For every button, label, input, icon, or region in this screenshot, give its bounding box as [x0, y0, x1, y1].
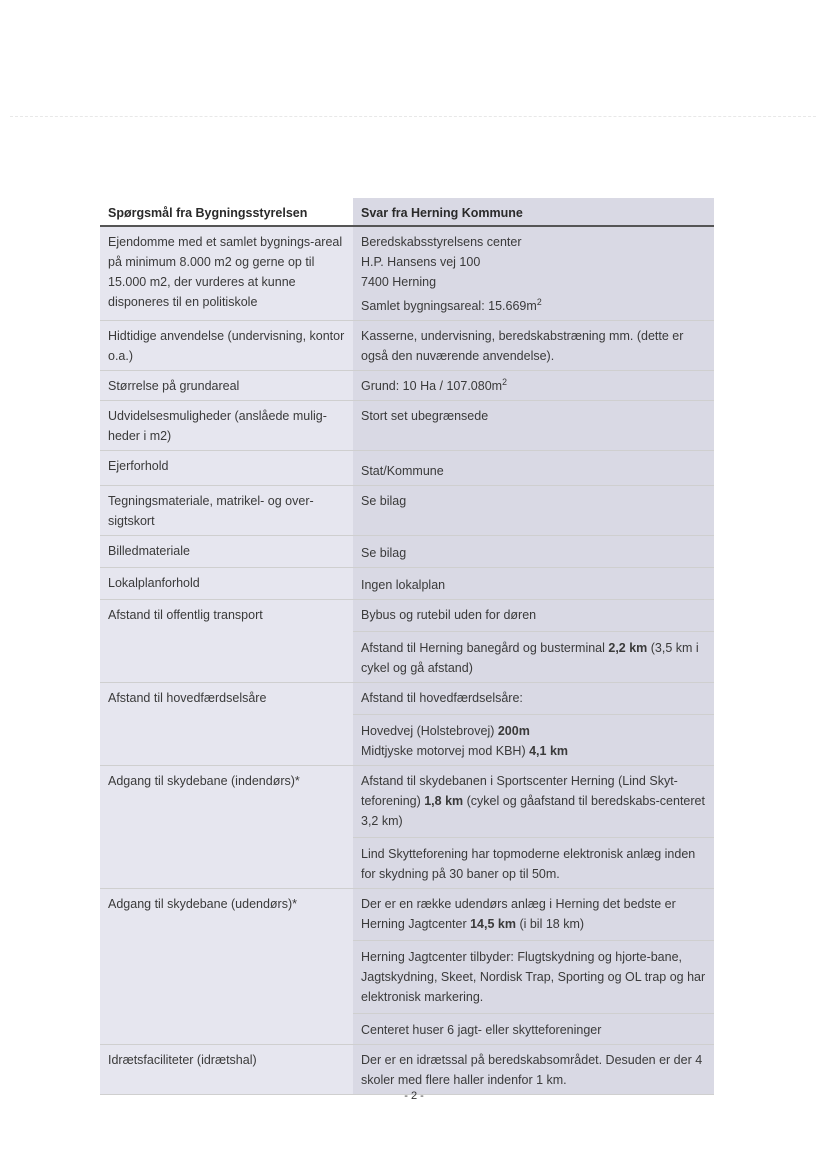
answer-paragraph: [353, 631, 714, 678]
answer-text: Afstand til Herning banegård og busterminal: [361, 641, 609, 655]
answer-paragraph: Afstand til hovedfærdselsåre:: [361, 691, 523, 705]
question-cell: Billedmateriale: [100, 536, 353, 568]
question-cell: Ejerforhold: [100, 451, 353, 486]
answer-cell: Ingen lokalplan: [353, 568, 714, 600]
top-divider: [10, 116, 816, 118]
answer-paragraph: [361, 771, 708, 837]
distance-value: 1,8 km: [424, 794, 464, 808]
question-cell: Adgang til skydebane (indendørs)*: [100, 766, 353, 889]
plot-area-text: Grund: 10 Ha / 107.080m: [361, 379, 503, 393]
question-cell: Lokalplanforhold: [100, 568, 353, 600]
answer-line: 7400 Herning: [361, 275, 437, 289]
answer-cell: [353, 371, 714, 401]
table-row: [100, 371, 714, 401]
question-cell: Adgang til skydebane (udendørs)*: [100, 889, 353, 1045]
distance-value: 4,1 km: [529, 744, 569, 758]
answer-text: Midtjyske motorvej mod KBH): [361, 744, 530, 758]
answer-cell: Se bilag: [353, 486, 714, 536]
distance-value: 14,5 km: [470, 917, 516, 931]
table-header-row: [100, 198, 714, 226]
building-area-text: Samlet bygningsareal: 15.669m: [361, 299, 537, 313]
table-row: [100, 401, 714, 451]
answer-cell: Der er en idrætssal på beredskabsområdet. Desuden er der 4 skoler med flere haller indenfor 1 km.: [353, 1045, 714, 1095]
question-cell: Afstand til hovedfærdselsåre: [100, 683, 353, 766]
answer-paragraph: [353, 714, 714, 761]
question-cell: Udvidelsesmuligheder (anslåede mulig-heder i m2): [100, 401, 353, 451]
answer-cell: Stat/Kommune: [353, 451, 714, 486]
table-row: [100, 766, 714, 889]
distance-value: 200m: [497, 724, 530, 738]
table-row: [100, 451, 714, 486]
answer-text: Der er en række udendørs anlæg i Herning det bedste er Herning Jagtcenter: [361, 897, 676, 931]
table-row: [100, 321, 714, 371]
superscript: 2: [502, 376, 507, 387]
answer-text: Afstand til skydebanen i Sportscenter Herning (Lind Skyt-teforening): [361, 774, 678, 808]
table-row: [100, 683, 714, 766]
question-cell: Afstand til offentlig transport: [100, 600, 353, 683]
answer-line: [361, 296, 708, 316]
question-cell: Idrætsfaciliteter (idrætshal): [100, 1045, 353, 1095]
qa-table: [100, 198, 714, 1095]
answer-cell: [353, 226, 714, 321]
table-row: [100, 889, 714, 1045]
table-row: [100, 486, 714, 536]
table-row: [100, 568, 714, 600]
header-answers: Svar fra Herning Kommune: [353, 198, 714, 226]
superscript: 2: [536, 296, 542, 307]
answer-cell: [353, 889, 714, 1045]
answer-text: (3,5 km i cykel og gå afstand): [361, 641, 699, 675]
answer-cell: [353, 683, 714, 766]
table-row: [100, 1045, 714, 1095]
answer-line: Beredskabsstyrelsens center: [361, 235, 522, 249]
answer-text: (cykel og gåafstand til beredskabs-centeret 3,2 km): [361, 794, 705, 828]
answer-paragraph: [361, 894, 708, 940]
answer-paragraph: Herning Jagtcenter tilbyder: Flugtskydning og hjorte-bane, Jagtskydning, Skeet, Nordisk Trap, Sporting og OL trap og har elektronisk markering.: [353, 940, 714, 1013]
answer-paragraph: Bybus og rutebil uden for døren: [361, 608, 537, 622]
header-questions: Spørgsmål fra Bygningsstyrelsen: [100, 198, 353, 226]
answer-cell: [353, 766, 714, 889]
table-row: [100, 600, 714, 683]
question-cell: Ejendomme med et samlet bygnings-areal på minimum 8.000 m2 og gerne op til 15.000 m2, der vurderes at kunne disponeres til en politiskole: [100, 226, 353, 321]
answer-line: H.P. Hansens vej 100: [361, 255, 481, 269]
answer-cell: Kasserne, undervisning, beredskabstræning mm. (dette er også den nuværende anvendelse).: [353, 321, 714, 371]
question-cell: Hidtidige anvendelse (undervisning, kontor o.a.): [100, 321, 353, 371]
table-row: [100, 226, 714, 321]
answer-cell: [353, 600, 714, 683]
answer-paragraph: Lind Skytteforening har topmoderne elektronisk anlæg inden for skydning på 30 baner op til 50m.: [353, 837, 714, 884]
distance-value: 2,2 km: [608, 641, 648, 655]
question-cell: Tegningsmateriale, matrikel- og over-sigtskort: [100, 486, 353, 536]
table-row: [100, 536, 714, 568]
question-cell: Størrelse på grundareal: [100, 371, 353, 401]
answer-paragraph: Centeret huser 6 jagt- eller skytteforeninger: [353, 1013, 714, 1040]
answer-text: (i bil 18 km): [515, 917, 585, 931]
answer-cell: Stort set ubegrænsede: [353, 401, 714, 451]
page-number: - 2 -: [404, 1090, 424, 1102]
answer-text: Hovedvej (Holstebrovej): [361, 724, 498, 738]
answer-cell: Se bilag: [353, 536, 714, 568]
